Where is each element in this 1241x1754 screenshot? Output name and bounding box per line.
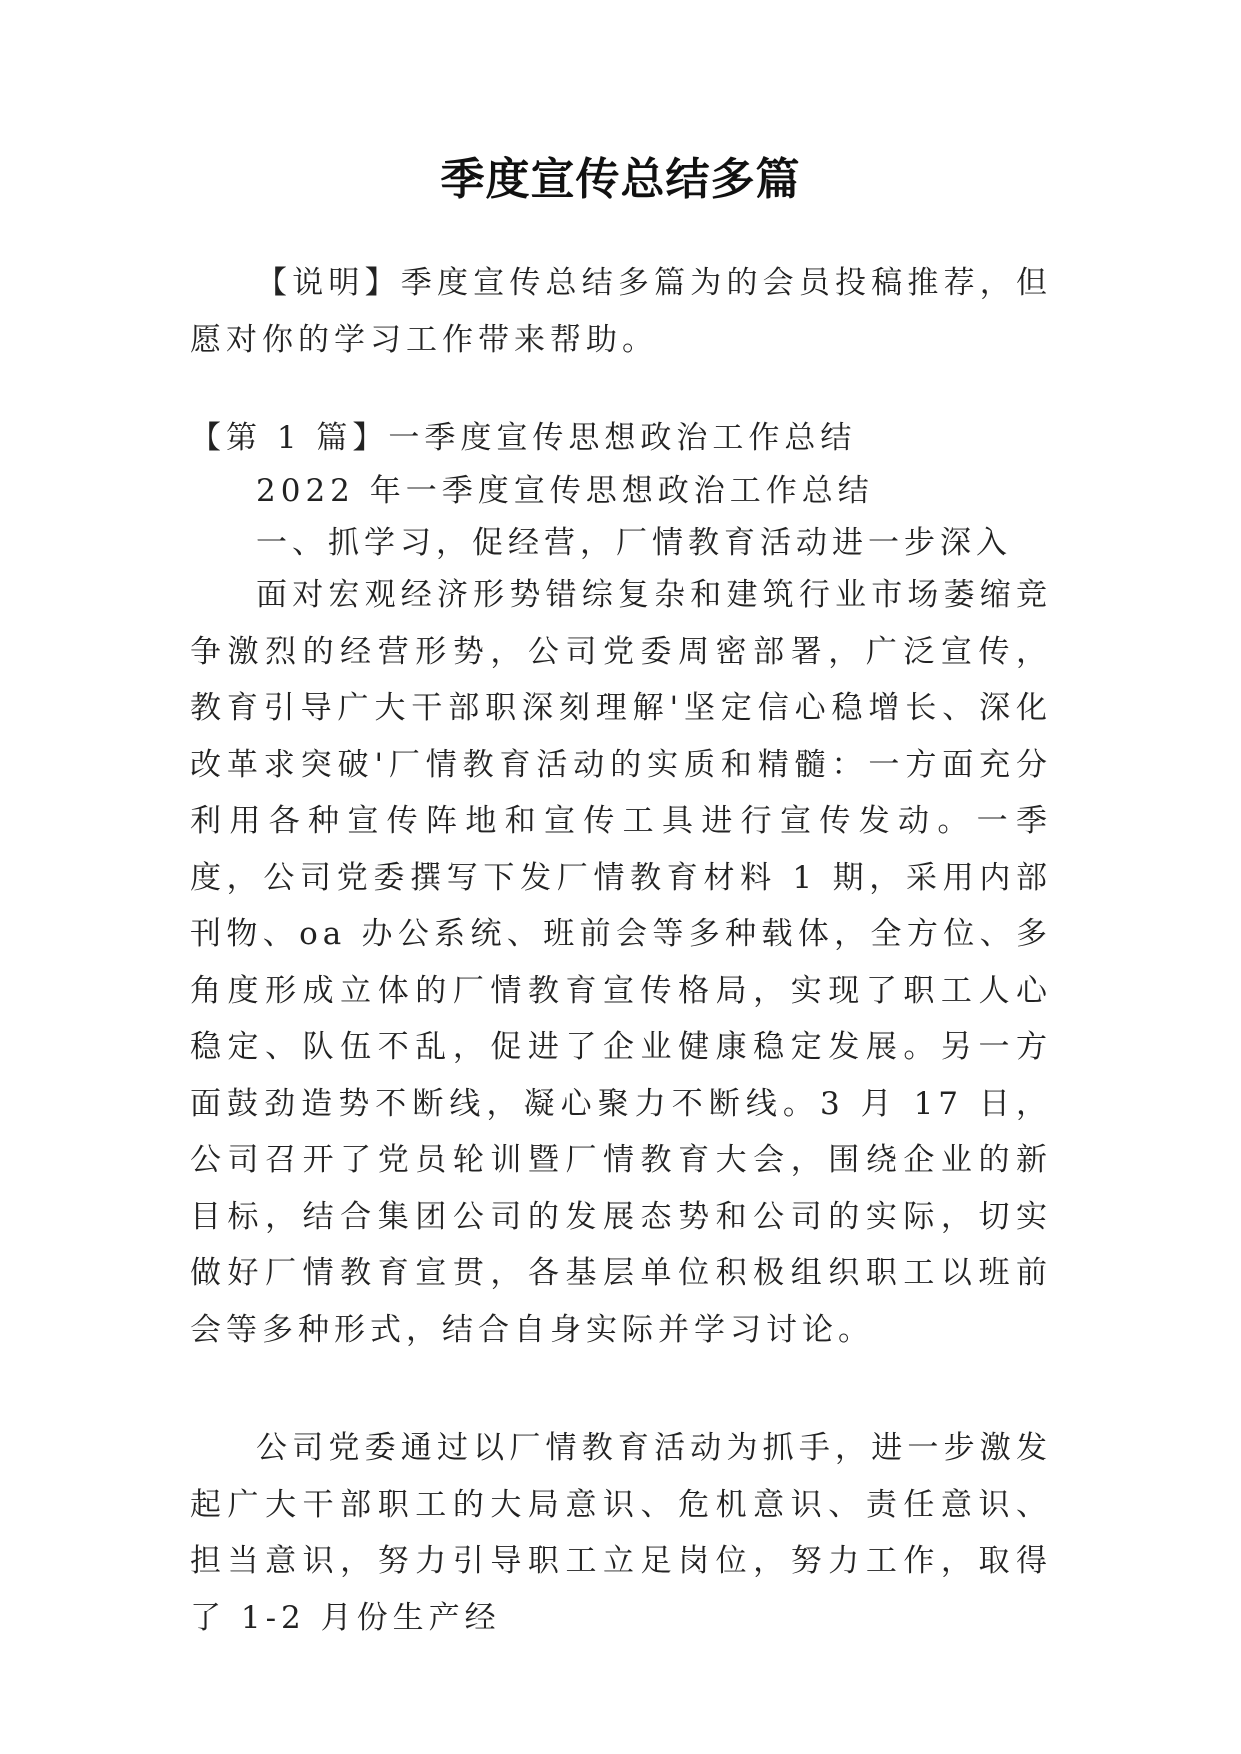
intro-paragraph: 【说明】季度宣传总结多篇为的会员投稿推荐，但愿对你的学习工作带来帮助。 (190, 265, 1052, 358)
point-heading: 一、抓学习，促经营，厂情教育活动进一步深入 (256, 525, 1012, 561)
body-paragraph-2: 公司党委通过以厂情教育活动为抓手，进一步激发起广大干部职工的大局意识、危机意识、责任意识、担当意识，努力引导职工立足岗位，努力工作，取得了 1-2 月份生产经 (190, 1430, 1052, 1636)
document-title: 季度宣传总结多篇 (440, 154, 801, 205)
section-heading: 【第 1 篇】一季度宣传思想政治工作总结 (190, 420, 857, 456)
body-paragraph-1: 面对宏观经济形势错综复杂和建筑行业市场萎缩竞争激烈的经营形势，公司党委周密部署，广泛宣传，教育引导广大干部职深刻理解'坚定信心稳增长、深化改革求突破'厂情教育活动的实质和精髓：一方面充分利用各种宣传阵地和宣传工具进行宣传发动。一季度，公司党委撰写下发厂情教育材料 1 期，采用内部刊物、oa 办公系统、班前会等多种载体，全方位、多角度形成立体的厂情教育宣传格局，实现了职工人心稳定、队伍不乱，促进了企业健康稳定发展。另一方面鼓劲造势不断线，凝心聚力不断线。3 月 17 日，公司召开了党员轮训暨厂情教育大会，围绕企业的新目标，结合集团公司的发展态势和公司的实际，切实做好厂情教育宣贯，各基层单位积极组织职工以班前会等多种形式，结合自身实际并学习讨论。 (190, 577, 1052, 1348)
subtitle-line: 2022 年一季度宣传思想政治工作总结 (256, 473, 874, 509)
